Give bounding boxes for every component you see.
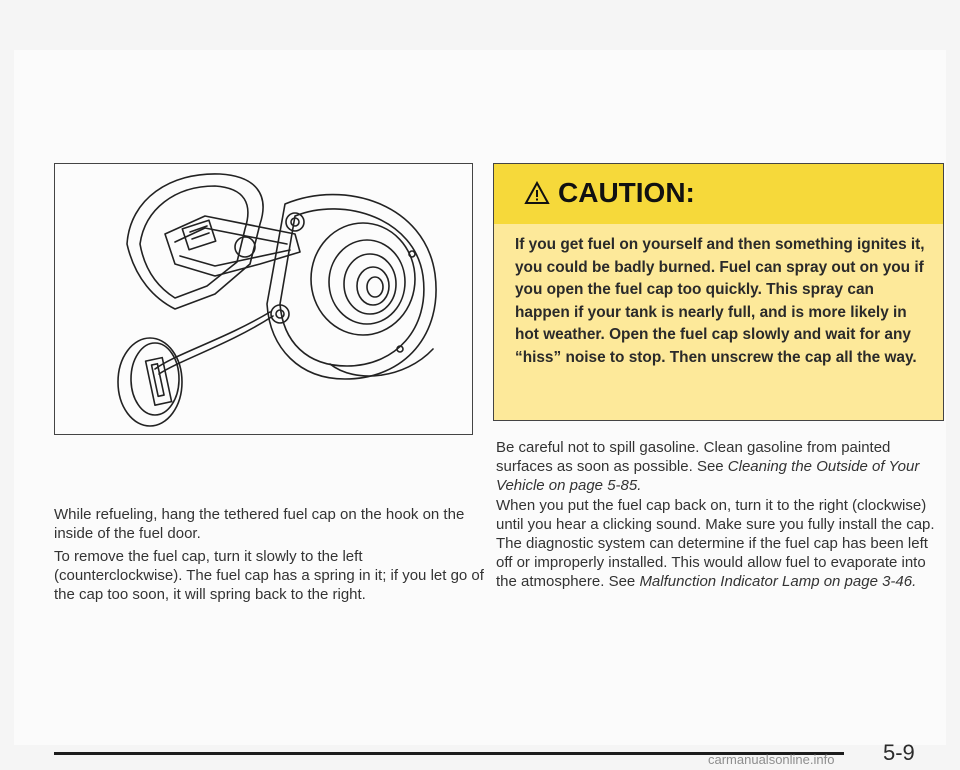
remove-cap-paragraph: To remove the fuel cap, turn it slowly to the left (counterclockwise). The fuel cap has a spring in it; if you let go of the cap too soon, it will spring back to the right. <box>54 548 484 603</box>
replace-cap-text: When you put the fuel cap back on, turn it to the right (clockwise) until you hear a clicking sound. Make sure you fully install the cap. The diagnostic system can determine if the fuel cap has been left off or improperly installed. This would allow fuel to evaporate into the atmosphere. See <box>496 497 935 590</box>
caution-title <box>524 177 695 209</box>
fuel-cap-illustration <box>54 163 473 435</box>
malfunction-lamp-reference: Malfunction Indicator Lamp on page 3-46. <box>639 573 917 590</box>
replace-cap-paragraph <box>496 496 946 591</box>
cleaning-reference: Cleaning the Outside of Your Vehicle on page 5-85. <box>496 458 920 494</box>
watermark: carmanualsonline.info <box>708 752 835 767</box>
warning-triangle-icon <box>524 181 550 205</box>
caution-box <box>493 163 944 421</box>
caution-title-text: CAUTION: <box>558 177 695 208</box>
spill-paragraph <box>496 438 946 495</box>
refueling-paragraph: While refueling, hang the tethered fuel cap on the hook on the inside of the fuel door. <box>54 506 465 542</box>
caution-text: If you get fuel on yourself and then something ignites it, you could be badly burned. Fuel can spray out on you if you open the fuel cap too quickly. This spray can happen if your tank is nearly full, and is more likely in hot weather. Open the fuel cap slowly and wait for any “hiss” noise to stop. Then unscrew the cap all the way. <box>515 236 925 366</box>
caution-header <box>494 164 943 224</box>
spill-text: Be careful not to spill gasoline. Clean gasoline from painted surfaces as soon as possible. See <box>496 439 891 475</box>
page-number: 5-9 <box>883 740 915 765</box>
